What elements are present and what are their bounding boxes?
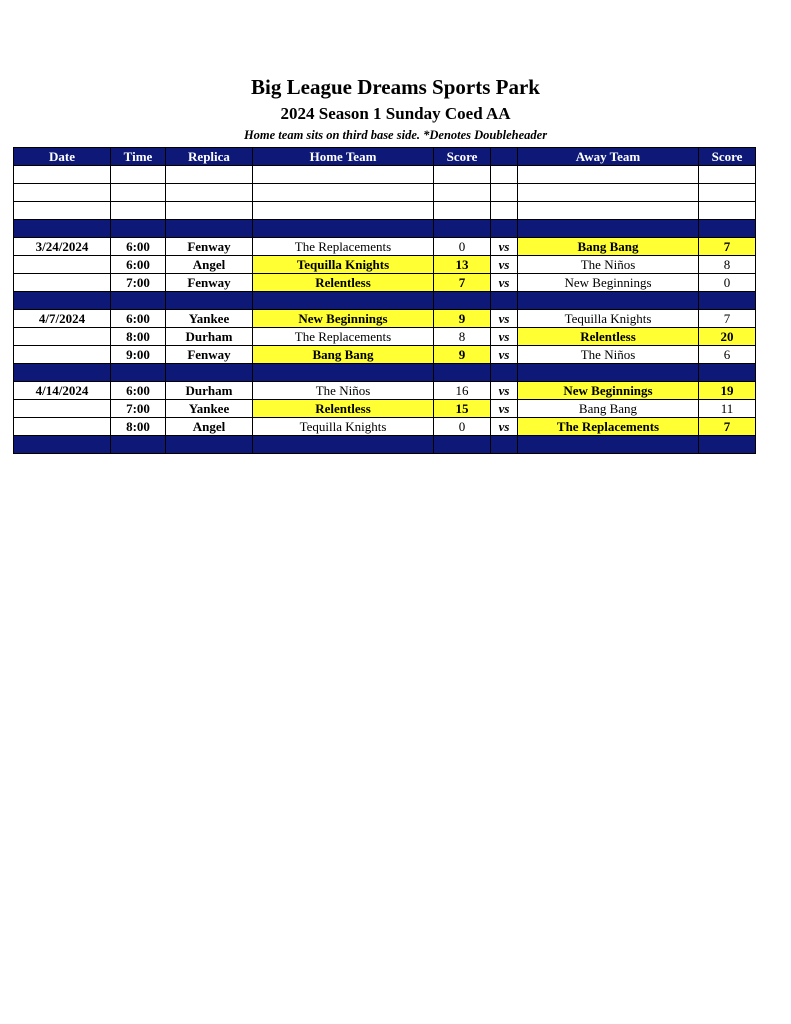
away-team: The Replacements bbox=[518, 418, 699, 436]
vs-label: vs bbox=[491, 238, 518, 256]
vs-label: vs bbox=[491, 310, 518, 328]
home-score: 8 bbox=[434, 328, 491, 346]
vs-label: vs bbox=[491, 418, 518, 436]
schedule-body bbox=[14, 166, 756, 454]
home-score: 15 bbox=[434, 400, 491, 418]
game-date: 4/7/2024 bbox=[14, 310, 111, 328]
away-score: 0 bbox=[699, 274, 756, 292]
vs-label: vs bbox=[491, 328, 518, 346]
home-score: 9 bbox=[434, 346, 491, 364]
vs-label: vs bbox=[491, 346, 518, 364]
empty-row bbox=[14, 166, 756, 184]
game-time: 9:00 bbox=[111, 346, 166, 364]
game-date bbox=[14, 400, 111, 418]
away-score: 19 bbox=[699, 382, 756, 400]
vs-label: vs bbox=[491, 400, 518, 418]
away-team: Bang Bang bbox=[518, 238, 699, 256]
empty-row bbox=[14, 202, 756, 220]
col-vs bbox=[491, 148, 518, 166]
home-team: Relentless bbox=[253, 274, 434, 292]
home-team: New Beginnings bbox=[253, 310, 434, 328]
home-score: 16 bbox=[434, 382, 491, 400]
away-score: 6 bbox=[699, 346, 756, 364]
game-replica: Angel bbox=[166, 418, 253, 436]
game-time: 8:00 bbox=[111, 418, 166, 436]
game-date bbox=[14, 274, 111, 292]
game-row bbox=[14, 328, 756, 346]
game-row bbox=[14, 274, 756, 292]
game-time: 6:00 bbox=[111, 310, 166, 328]
game-row bbox=[14, 400, 756, 418]
week-separator bbox=[14, 220, 756, 238]
away-score: 7 bbox=[699, 418, 756, 436]
home-team: The Replacements bbox=[253, 328, 434, 346]
game-row bbox=[14, 418, 756, 436]
game-replica: Fenway bbox=[166, 238, 253, 256]
away-score: 20 bbox=[699, 328, 756, 346]
game-replica: Angel bbox=[166, 256, 253, 274]
game-replica: Yankee bbox=[166, 400, 253, 418]
schedule-note: Home team sits on third base side. *Denotes Doubleheader bbox=[243, 128, 548, 142]
game-time: 6:00 bbox=[111, 238, 166, 256]
header-row bbox=[14, 148, 756, 166]
col-away-score: Score bbox=[699, 148, 756, 166]
home-score: 7 bbox=[434, 274, 491, 292]
page-subtitle: 2024 Season 1 Sunday Coed AA bbox=[280, 104, 511, 123]
vs-label: vs bbox=[491, 256, 518, 274]
home-score: 9 bbox=[434, 310, 491, 328]
col-date: Date bbox=[14, 148, 111, 166]
home-team: Tequilla Knights bbox=[253, 418, 434, 436]
game-date bbox=[14, 346, 111, 364]
away-score: 11 bbox=[699, 400, 756, 418]
game-date: 3/24/2024 bbox=[14, 238, 111, 256]
schedule-table bbox=[13, 147, 756, 454]
away-team: Tequilla Knights bbox=[518, 310, 699, 328]
vs-label: vs bbox=[491, 274, 518, 292]
game-replica: Durham bbox=[166, 328, 253, 346]
game-time: 7:00 bbox=[111, 400, 166, 418]
away-team: The Niños bbox=[518, 256, 699, 274]
week-separator bbox=[14, 292, 756, 310]
away-team: Relentless bbox=[518, 328, 699, 346]
away-score: 8 bbox=[699, 256, 756, 274]
game-time: 6:00 bbox=[111, 256, 166, 274]
game-row bbox=[14, 346, 756, 364]
col-home-score: Score bbox=[434, 148, 491, 166]
game-time: 8:00 bbox=[111, 328, 166, 346]
game-date bbox=[14, 256, 111, 274]
home-score: 0 bbox=[434, 418, 491, 436]
game-time: 7:00 bbox=[111, 274, 166, 292]
away-score: 7 bbox=[699, 310, 756, 328]
game-replica: Durham bbox=[166, 382, 253, 400]
game-row bbox=[14, 382, 756, 400]
col-time: Time bbox=[111, 148, 166, 166]
game-row bbox=[14, 238, 756, 256]
away-team: New Beginnings bbox=[518, 274, 699, 292]
home-team: Relentless bbox=[253, 400, 434, 418]
col-away-team: Away Team bbox=[518, 148, 699, 166]
vs-label: vs bbox=[491, 382, 518, 400]
empty-row bbox=[14, 184, 756, 202]
away-score: 7 bbox=[699, 238, 756, 256]
col-home-team: Home Team bbox=[253, 148, 434, 166]
game-replica: Fenway bbox=[166, 346, 253, 364]
game-row bbox=[14, 310, 756, 328]
week-separator bbox=[14, 436, 756, 454]
game-replica: Yankee bbox=[166, 310, 253, 328]
away-team: New Beginnings bbox=[518, 382, 699, 400]
game-row bbox=[14, 256, 756, 274]
home-team: Bang Bang bbox=[253, 346, 434, 364]
page-title: Big League Dreams Sports Park bbox=[251, 75, 540, 99]
away-team: The Niños bbox=[518, 346, 699, 364]
home-score: 13 bbox=[434, 256, 491, 274]
game-time: 6:00 bbox=[111, 382, 166, 400]
home-team: The Replacements bbox=[253, 238, 434, 256]
game-replica: Fenway bbox=[166, 274, 253, 292]
game-date: 4/14/2024 bbox=[14, 382, 111, 400]
away-team: Bang Bang bbox=[518, 400, 699, 418]
game-date bbox=[14, 418, 111, 436]
home-team: Tequilla Knights bbox=[253, 256, 434, 274]
col-replica: Replica bbox=[166, 148, 253, 166]
home-score: 0 bbox=[434, 238, 491, 256]
game-date bbox=[14, 328, 111, 346]
home-team: The Niños bbox=[253, 382, 434, 400]
week-separator bbox=[14, 364, 756, 382]
